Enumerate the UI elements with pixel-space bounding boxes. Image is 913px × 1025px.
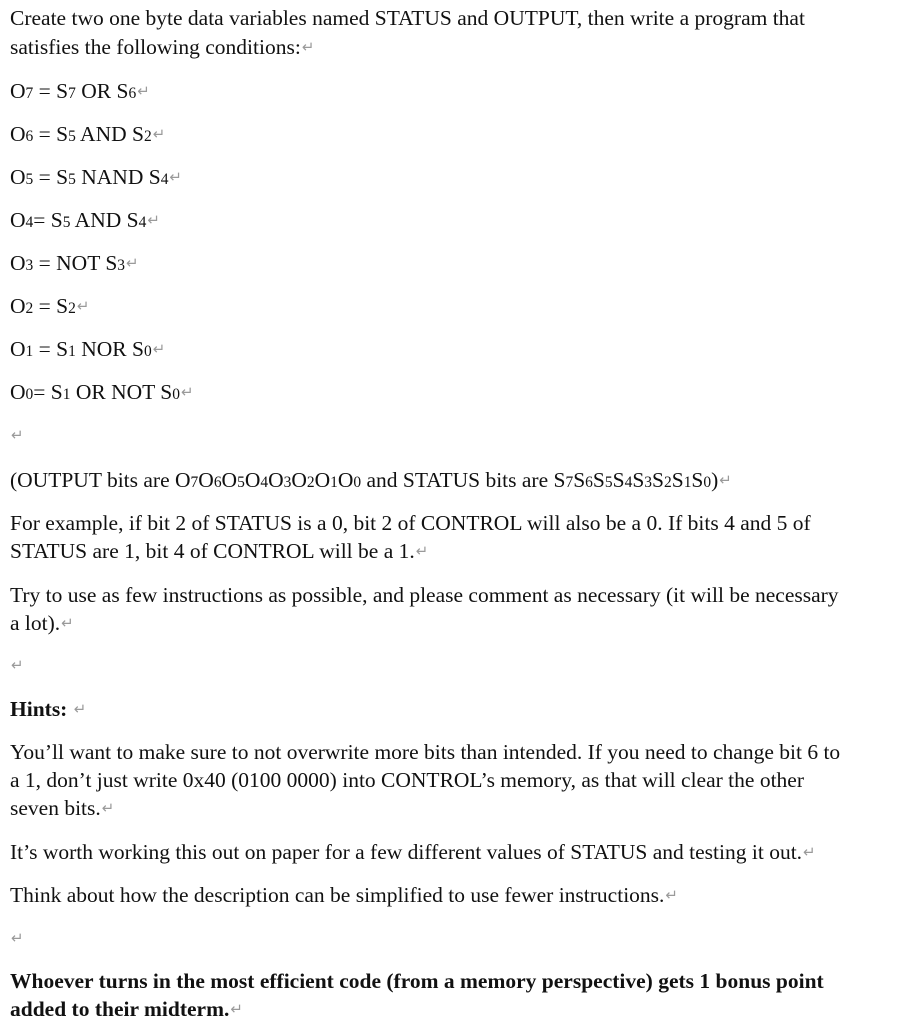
paragraph-mark-icon: ↵ — [147, 211, 160, 229]
hint-2: It’s worth working this out on paper for a few different values of STATUS and testing it out.↵ — [10, 840, 816, 864]
equation-o1: O1 = S1 NOR S0↵ — [10, 337, 166, 361]
bits-description: (OUTPUT bits are O7O6O5O4O3O2O1O0 and STATUS bits are S7S6S5S4S3S2S1S0)↵ — [10, 468, 732, 492]
equation-o4: O4= S5 AND S4↵ — [10, 208, 160, 232]
paragraph-mark-icon: ↵ — [73, 700, 87, 718]
instructions-line-1: Try to use as few instructions as possible, and please comment as necessary (it will be necessary — [10, 583, 839, 607]
intro-line-1: Create two one byte data variables named STATUS and OUTPUT, then write a program that — [10, 6, 805, 30]
paragraph-mark-icon: ↵ — [180, 383, 194, 401]
empty-paragraph — [10, 421, 24, 451]
paragraph-mark-icon: ↵ — [101, 799, 115, 817]
paragraph-mark-icon: ↵ — [415, 542, 429, 560]
empty-paragraph — [10, 924, 24, 954]
paragraph-mark-icon: ↵ — [152, 340, 166, 358]
paragraph-mark-icon: ↵ — [11, 656, 24, 674]
paragraph-mark-icon: ↵ — [230, 1000, 243, 1018]
paragraph-mark-icon: ↵ — [665, 886, 678, 904]
paragraph-mark-icon: ↵ — [126, 254, 139, 272]
paragraph-mark-icon: ↵ — [803, 843, 816, 861]
example-line-1: For example, if bit 2 of STATUS is a 0, bit 2 of CONTROL will also be a 0. If bits 4 and 5 of — [10, 511, 811, 535]
paragraph-mark-icon: ↵ — [61, 614, 74, 632]
empty-paragraph — [10, 651, 24, 681]
paragraph-mark-icon: ↵ — [11, 426, 24, 444]
paragraph-mark-icon: ↵ — [11, 929, 24, 947]
hint-3: Think about how the description can be simplified to use fewer instructions.↵ — [10, 883, 678, 907]
hint-1-line-2: a 1, don’t just write 0x40 (0100 0000) into CONTROL’s memory, as that will clear the other — [10, 768, 804, 792]
intro-line-2: satisfies the following conditions:↵ — [10, 35, 315, 59]
equation-o2: O2 = S2↵ — [10, 294, 90, 318]
paragraph-mark-icon: ↵ — [76, 297, 90, 315]
bonus-line-2: added to their midterm.↵ — [10, 997, 243, 1021]
equation-o5: O5 = S5 NAND S4↵ — [10, 165, 182, 189]
paragraph-mark-icon: ↵ — [301, 38, 315, 56]
hint-1-line-3: seven bits.↵ — [10, 796, 115, 820]
example-line-2: STATUS are 1, bit 4 of CONTROL will be a 1.↵ — [10, 539, 429, 563]
paragraph-mark-icon: ↵ — [719, 471, 732, 489]
equation-o3: O3 = NOT S3↵ — [10, 251, 139, 275]
equation-o0: O0= S1 OR NOT S0↵ — [10, 380, 194, 404]
equation-o6: O6 = S5 AND S2↵ — [10, 122, 166, 146]
equation-o7: O7 = S7 OR S6↵ — [10, 79, 150, 103]
instructions-line-2: a lot).↵ — [10, 611, 74, 635]
paragraph-mark-icon: ↵ — [137, 82, 150, 100]
paragraph-mark-icon: ↵ — [169, 168, 182, 186]
bonus-line-1: Whoever turns in the most efficient code (from a memory perspective) gets 1 bonus point — [10, 969, 824, 993]
paragraph-mark-icon: ↵ — [152, 125, 166, 143]
hints-heading: Hints: ↵ — [10, 697, 87, 721]
hint-1-line-1: You’ll want to make sure to not overwrite more bits than intended. If you need to change bit 6 to — [10, 740, 841, 764]
